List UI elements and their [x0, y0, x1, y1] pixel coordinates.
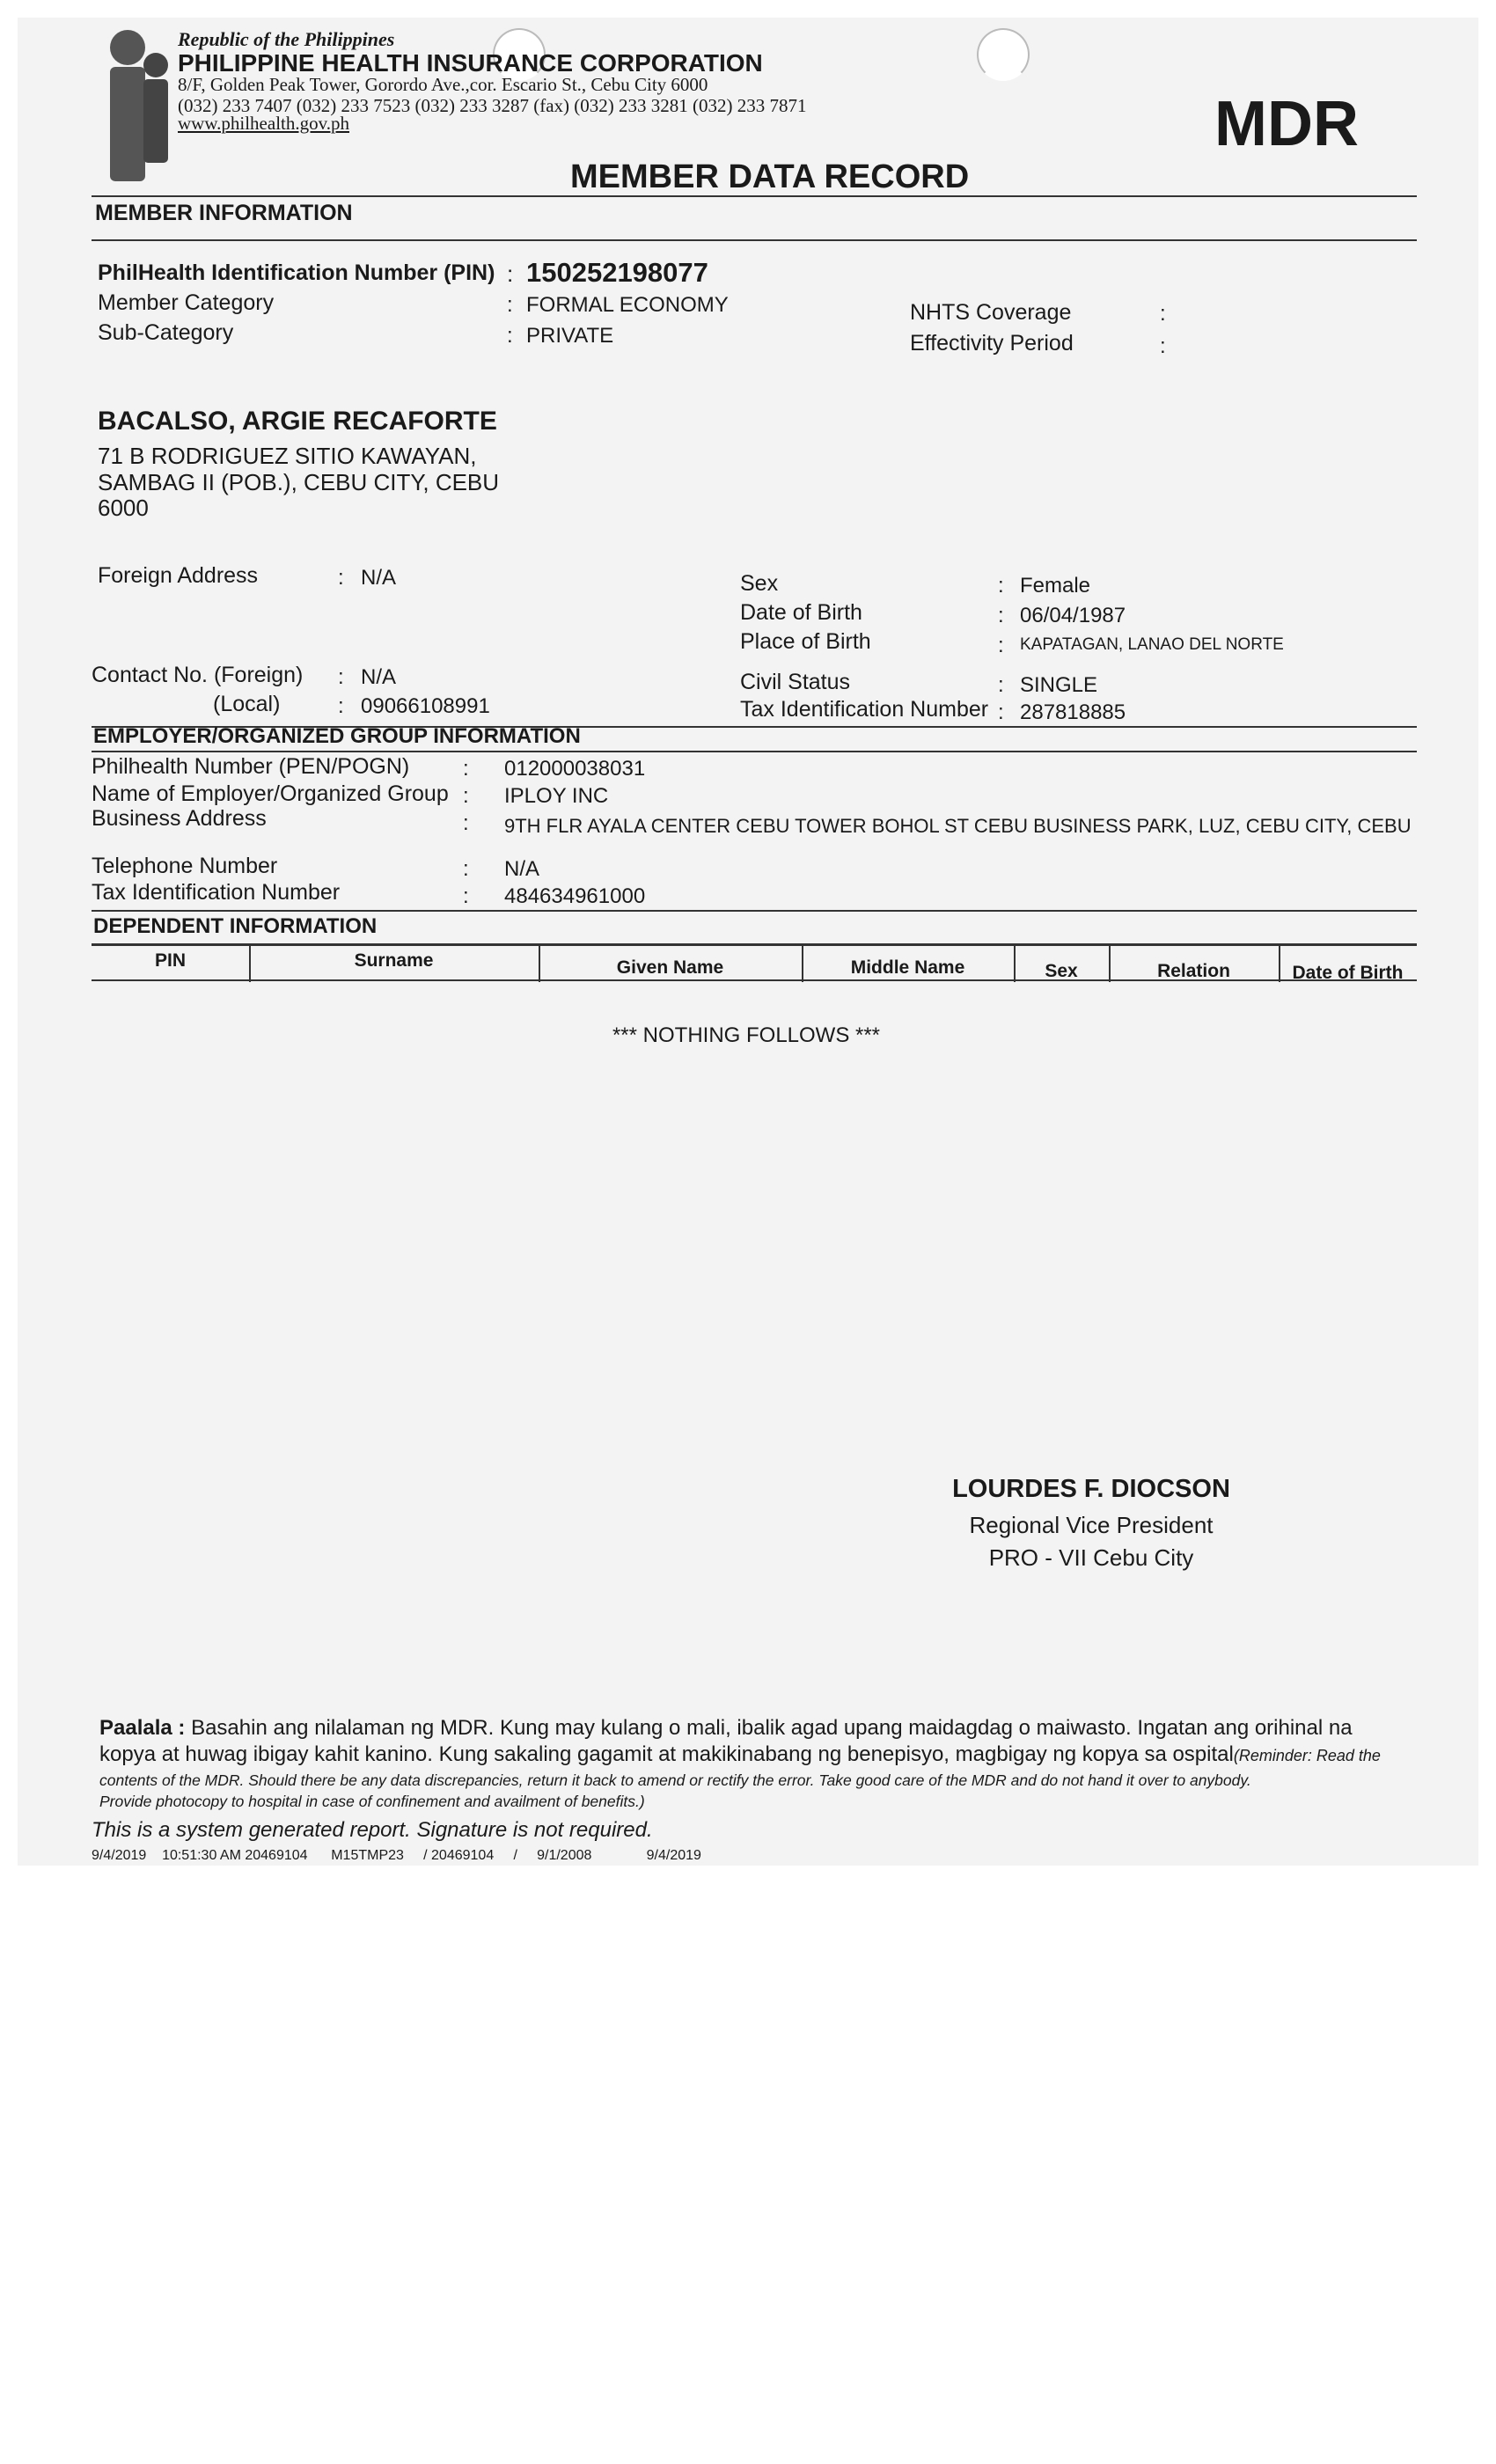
contact-local-value: 09066108991	[361, 694, 490, 718]
divider	[92, 751, 1417, 752]
telephone-value: N/A	[504, 857, 540, 881]
sex-label: Sex	[740, 571, 779, 596]
employer-section-heading: EMPLOYER/ORGANIZED GROUP INFORMATION	[93, 724, 581, 748]
contact-local-label: (Local)	[213, 692, 281, 716]
member-address-line: 71 B RODRIGUEZ SITIO KAWAYAN,	[98, 443, 477, 469]
org-address: 8/F, Golden Peak Tower, Gorordo Ave.,cor. Escario St., Cebu City 6000	[178, 74, 708, 95]
pob-label: Place of Birth	[740, 629, 871, 654]
member-address-line: SAMBAG II (POB.), CEBU CITY, CEBU	[98, 469, 500, 495]
dependent-section-heading: DEPENDENT INFORMATION	[93, 914, 378, 938]
pin-value: 150252198077	[526, 257, 708, 288]
column-header: Middle Name	[850, 957, 965, 978]
member-category-label: Member Category	[98, 290, 275, 315]
divider	[92, 910, 1417, 912]
member-section-heading: MEMBER INFORMATION	[95, 201, 353, 225]
divider	[92, 195, 1417, 197]
paalala-label: Paalala :	[99, 1716, 186, 1740]
website-link[interactable]: www.philhealth.gov.ph	[178, 113, 349, 134]
nhts-label: NHTS Coverage	[910, 300, 1072, 325]
divider	[92, 979, 1417, 981]
member-address-line: 6000	[98, 495, 149, 521]
employer-tin-label: Tax Identification Number	[92, 880, 341, 905]
divider	[92, 943, 1417, 946]
employer-name-label: Name of Employer/Organized Group	[92, 781, 449, 806]
punch-hole	[977, 28, 1030, 81]
effectivity-label: Effectivity Period	[910, 331, 1074, 356]
org-name: PHILIPPINE HEALTH INSURANCE CORPORATION	[178, 49, 763, 77]
member-name: BACALSO, ARGIE RECAFORTE	[98, 407, 497, 436]
member-tin-value: 287818885	[1020, 700, 1126, 724]
telephone-label: Telephone Number	[92, 854, 278, 878]
system-note: This is a system generated report. Signature is not required.	[92, 1818, 653, 1842]
pen-value: 012000038031	[504, 757, 646, 781]
employer-tin-value: 484634961000	[504, 884, 646, 908]
civil-status-label: Civil Status	[740, 670, 851, 694]
dob-label: Date of Birth	[740, 600, 862, 625]
column-header: Sex	[1045, 961, 1078, 981]
signatory-office: PRO - VII Cebu City	[988, 1544, 1194, 1571]
sub-category-label: Sub-Category	[98, 320, 234, 345]
foreign-address-value: N/A	[361, 566, 397, 590]
dob-value: 06/04/1987	[1020, 604, 1126, 627]
nothing-follows: *** NOTHING FOLLOWS ***	[612, 1023, 881, 1047]
member-category-value: FORMAL ECONOMY	[526, 293, 729, 317]
reminder-text: Provide photocopy to hospital in case of confinement and availment of benefits.)	[99, 1793, 645, 1810]
org-phones: (032) 233 7407 (032) 233 7523 (032) 233 3287 (fax) (032) 233 3281 (032) 233 7871	[178, 95, 807, 116]
sub-category-value: PRIVATE	[526, 324, 614, 348]
reminder-text: contents of the MDR. Should there be any data discrepancies, return it back to amend or rectify the error. Take good care of the MDR and do not hand it over to anybody.	[99, 1771, 1251, 1789]
column-header: Given Name	[616, 957, 724, 978]
member-tin-label: Tax Identification Number	[740, 697, 989, 722]
document-code: MDR	[1214, 89, 1359, 159]
column-header: Date of Birth	[1292, 963, 1404, 983]
pin-label: PhilHealth Identification Number (PIN)	[98, 260, 495, 285]
divider	[92, 239, 1417, 241]
employer-name-value: IPLOY INC	[504, 784, 609, 808]
contact-foreign-value: N/A	[361, 665, 397, 689]
page-title: MEMBER DATA RECORD	[570, 158, 970, 195]
signatory-title: Regional Vice President	[969, 1512, 1214, 1538]
republic-label: Republic of the Philippines	[178, 28, 395, 50]
foreign-address-label: Foreign Address	[98, 563, 259, 588]
reminder-text: (Reminder: Read the	[1233, 1747, 1381, 1764]
column-header: PIN	[154, 950, 186, 971]
pob-value: KAPATAGAN, LANAO DEL NORTE	[1020, 635, 1284, 654]
pen-label: Philhealth Number (PEN/POGN)	[92, 754, 410, 779]
business-address-value: 9TH FLR AYALA CENTER CEBU TOWER BOHOL ST CEBU BUSINESS PARK, LUZ, CEBU CITY, CEBU	[504, 815, 1412, 837]
business-address-label: Business Address	[92, 806, 267, 831]
contact-foreign-label: Contact No. (Foreign)	[92, 663, 304, 687]
signatory-name: LOURDES F. DIOCSON	[952, 1475, 1230, 1503]
civil-status-value: SINGLE	[1020, 673, 1098, 697]
sex-value: Female	[1020, 574, 1091, 598]
column-header: Surname	[354, 950, 434, 971]
paalala-text: kopya at huwag ibigay kahit kanino. Kung sakaling gagamit at makikinabang ng benepisyo, magbigay ng kopya sa ospital	[99, 1742, 1234, 1766]
paalala-text: Basahin ang nilalaman ng MDR. Kung may kulang o mali, ibalik agad upang maidagdag o maiwasto. Ingatan ang orihinal na	[191, 1716, 1353, 1740]
column-header: Relation	[1157, 961, 1230, 981]
print-stamp: 9/4/2019 10:51:30 AM 20469104 M15TMP23 / 20469104 / 9/1/2008 9/4/2019	[92, 1848, 701, 1863]
